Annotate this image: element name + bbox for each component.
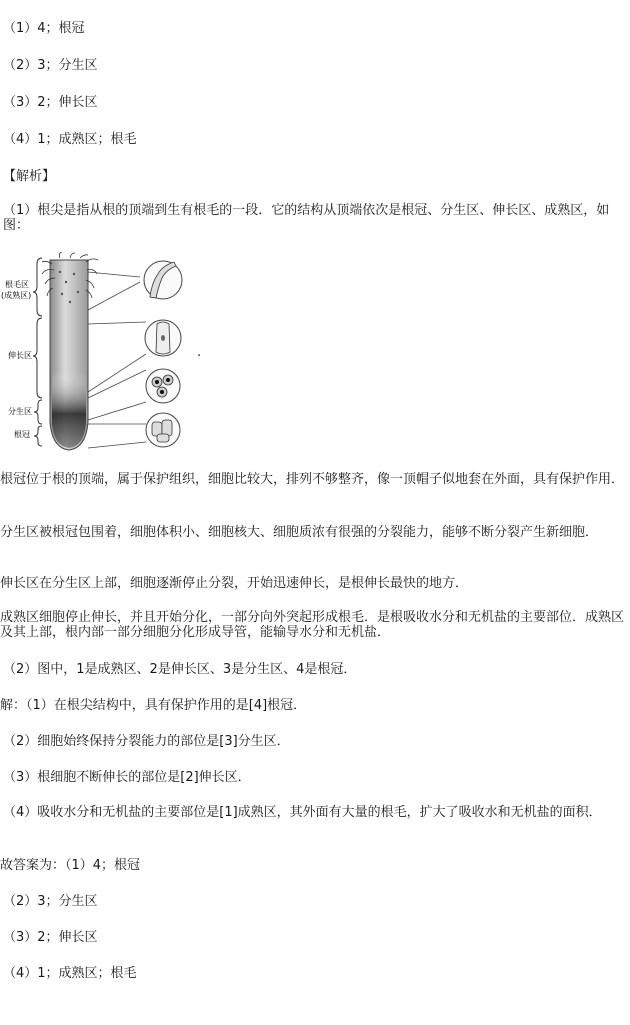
cell-circle-root-hair	[144, 261, 182, 299]
answer-3: （3）2；伸长区	[3, 95, 98, 110]
paragraph-meristem: 分生区被根冠包围着，细胞体积小、细胞核大、细胞质浓有很强的分裂能力，能够不断分裂产生新细胞．	[0, 525, 599, 540]
paragraph-elongation: 伸长区在分生区上部，细胞逐渐停止分裂，开始迅速伸长，是根伸长最快的地方．	[0, 576, 469, 591]
cell-circle-meristem	[146, 369, 180, 403]
paragraph-root-cap: 根冠位于根的顶端，属于保护组织，细胞比较大，排列不够整齐，像一顶帽子似地套在外面，具有保护作用．	[0, 472, 625, 487]
solution-2: （2）细胞始终保持分裂能力的部位是[3]分生区．	[3, 734, 290, 749]
final-answer-1: 故答案为：（1）4；根冠	[0, 858, 141, 873]
zone-braces	[33, 258, 42, 446]
analysis-heading: 【解析】	[3, 169, 56, 184]
pointer-lines	[88, 272, 146, 448]
final-answer-4: （4）1；成熟区；根毛	[3, 966, 137, 981]
answer-1: （1）4；根冠	[3, 21, 85, 36]
solution-3: （3）根细胞不断伸长的部位是[2]伸长区．	[3, 770, 251, 785]
final-answer-3: （3）2；伸长区	[3, 930, 98, 945]
analysis-intro: （1）根尖是指从根的顶端到生有根毛的一段．它的结构从顶端依次是根冠、分生区、伸长区、成熟区，如图：	[3, 203, 610, 233]
root-tip-figure	[0, 252, 205, 452]
solution-4: （4）吸收水分和无机盐的主要部位是[1]成熟区，其外面有大量的根毛，扩大了吸收水和无机盐的面积．	[3, 805, 602, 820]
solution-1: 解：（1）在根尖结构中，具有保护作用的是[4]根冠．	[0, 698, 307, 713]
answer-4: （4）1；成熟区；根毛	[3, 132, 137, 147]
label-elongation-zone: 伸长区	[8, 351, 32, 360]
label-maturation-zone: (成熟区)	[1, 291, 32, 300]
label-root-cap: 根冠	[14, 430, 30, 439]
paragraph-figure-numbers: （2）图中，1是成熟区、2是伸长区、3是分生区、4是根冠．	[3, 662, 357, 677]
final-answer-2: （2）3；分生区	[3, 894, 98, 909]
label-meristem-zone: 分生区	[8, 407, 32, 416]
paragraph-maturation: 成熟区细胞停止伸长，并且开始分化，一部分向外突起形成根毛．是根吸收水分和无机盐的主要部位．成熟区及其上部，根内部一部分细胞分化形成导管，能输导水分和无机盐．	[0, 610, 625, 640]
answer-2: （2）3；分生区	[3, 58, 98, 73]
label-root-hair-zone: 根毛区	[5, 280, 29, 289]
figure-trailing-dot: .	[197, 345, 202, 360]
